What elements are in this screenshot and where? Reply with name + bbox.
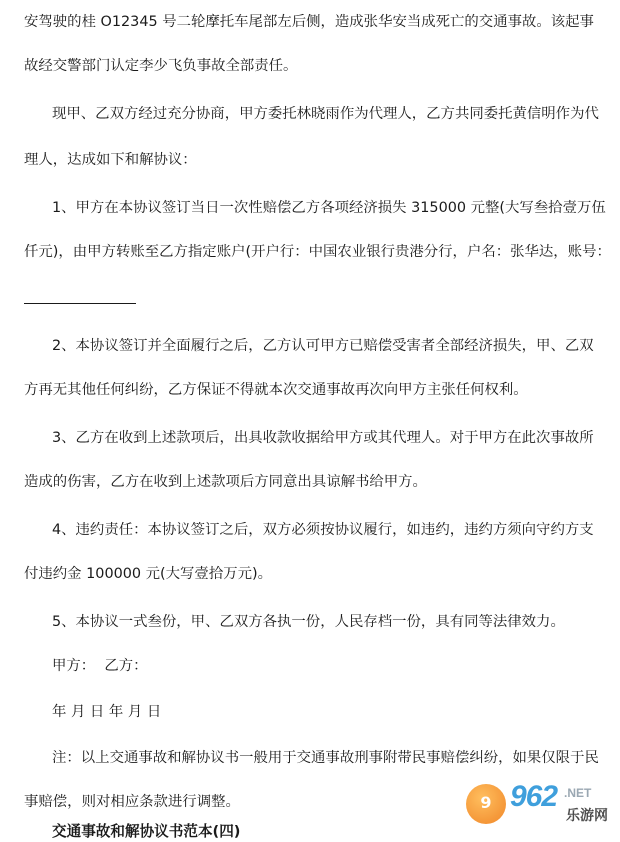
text-line: 方再无其他任何纠纷，乙方保证不得就本次交通事故再次向甲方主张任何权利。 — [24, 382, 528, 398]
text-line: 仟元)，由甲方转账至乙方指定账户(开户行：中国农业银行贵港分行，户名：张华达，账号： — [24, 244, 611, 260]
text-line: 3、乙方在收到上述款项后，出具收款收据给甲方或其代理人。对于甲方在此次事故所 — [52, 430, 594, 446]
text-line: 4、违约责任：本协议签订之后，双方必须按协议履行，如违约，违约方须向守约方支 — [52, 522, 594, 538]
watermark-tld: .NET — [564, 786, 592, 800]
text-line: 1、甲方在本协议签订当日一次性赔偿乙方各项经济损失 315000 元整(大写叁拾壹万伍 — [52, 200, 606, 216]
text-line: 故经交警部门认定李少飞负事故全部责任。 — [24, 58, 298, 74]
watermark-badge-text: 9 — [480, 793, 492, 812]
text-line: 安驾驶的桂 O12345 号二轮摩托车尾部左后侧，造成张华安当成死亡的交通事故。该起事 — [24, 14, 594, 30]
text-line: 5、本协议一式叁份，甲、乙双方各执一份，人民存档一份，具有同等法律效力。 — [52, 614, 565, 630]
watermark-site-name: 乐游网 — [566, 808, 608, 824]
account-number-blank — [24, 303, 136, 304]
text-line: 注：以上交通事故和解协议书一般用于交通事故刑事附带民事赔偿纠纷，如果仅限于民 — [52, 750, 599, 766]
section-title: 交通事故和解协议书范本(四) — [52, 823, 241, 840]
text-line: 2、本协议签订并全面履行之后，乙方认可甲方已赔偿受害者全部经济损失，甲、乙双 — [52, 338, 594, 354]
site-watermark — [466, 780, 614, 832]
text-line: 事赔偿，则对相应条款进行调整。 — [24, 794, 240, 810]
signature-parties: 甲方： 乙方： — [52, 658, 148, 674]
text-line: 造成的伤害，乙方在收到上述款项后方同意出具谅解书给甲方。 — [24, 474, 427, 490]
text-line: 现甲、乙双方经过充分协商，甲方委托林晓雨作为代理人，乙方共同委托黄信明作为代 — [52, 106, 599, 122]
signature-dates: 年 月 日 年 月 日 — [52, 704, 162, 720]
watermark-brand: 962 — [510, 780, 558, 813]
text-line: 付违约金 100000 元(大写壹拾万元)。 — [24, 566, 273, 582]
watermark-badge-icon — [466, 784, 506, 824]
text-line: 理人，达成如下和解协议： — [24, 152, 197, 168]
